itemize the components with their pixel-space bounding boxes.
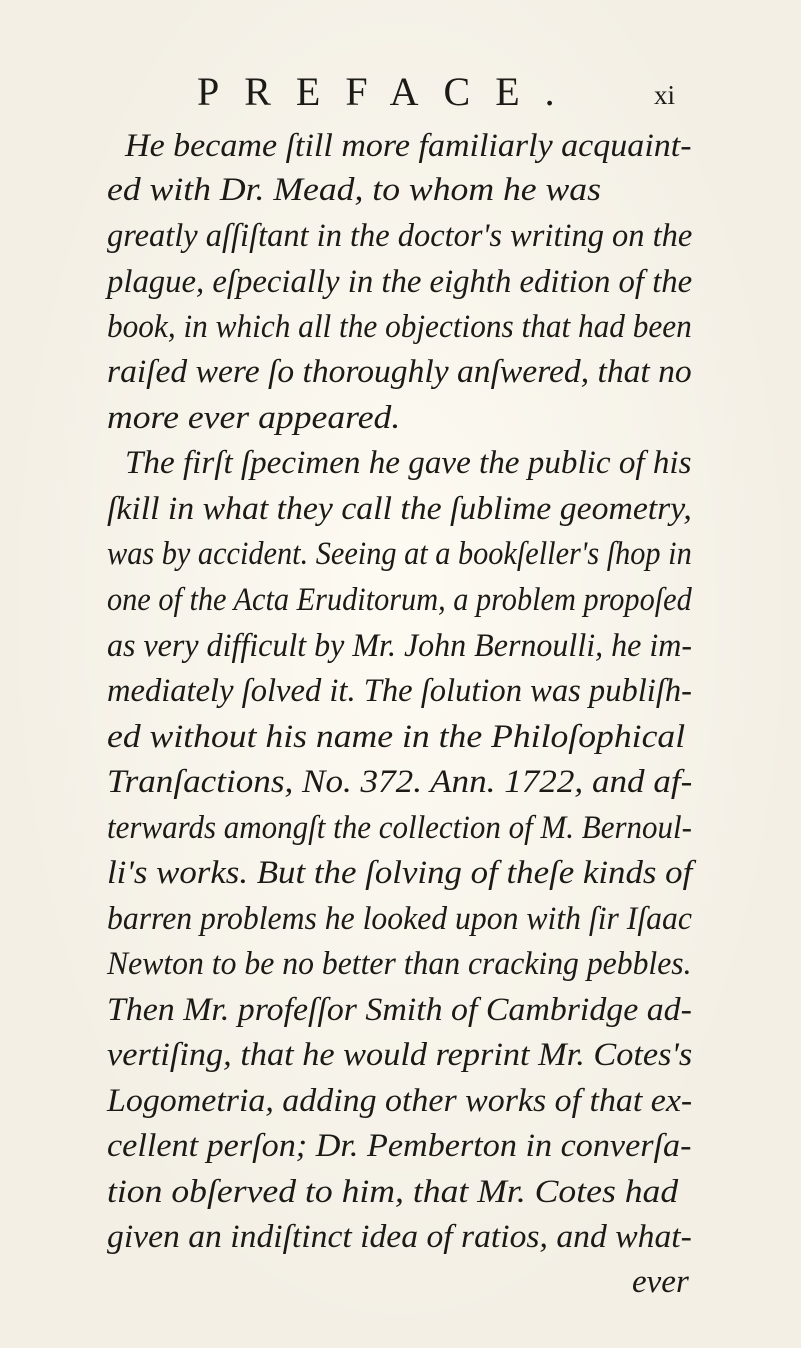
- text-line: given an indiſtinct idea of ratios, and what-: [107, 1219, 692, 1255]
- text-line: The firſt ſpecimen he gave the public of his: [125, 445, 692, 481]
- text-line: book, in which all the objections that had been: [107, 309, 692, 345]
- text-line: raiſed were ſo thoroughly anſwered, that no: [107, 354, 692, 390]
- text-line: cellent perſon; Dr. Pemberton in converſa-: [107, 1128, 692, 1164]
- text-line: barren problems he looked upon with ſir Iſaac: [107, 901, 692, 937]
- text-line: mediately ſolved it. The ſolution was publiſh-: [107, 673, 693, 709]
- text-line: more ever appeared.: [107, 400, 401, 436]
- text-line: He became ſtill more familiarly acquaint-: [125, 128, 692, 164]
- running-head: [0, 68, 801, 118]
- text-line: was by accident. Seeing at a bookſeller's ſhop in: [107, 536, 692, 572]
- text-line: plague, eſpecially in the eighth edition of the: [107, 264, 693, 300]
- text-line: ſkill in what they call the ſublime geometry,: [107, 491, 692, 527]
- text-line: Newton to be no better than cracking pebbles.: [107, 946, 692, 982]
- running-head-title: PREFACE.: [197, 69, 580, 114]
- text-line: ed without his name in the Philoſophical: [107, 719, 686, 755]
- text-line: Then Mr. profeſſor Smith of Cambridge ad-: [107, 992, 692, 1028]
- text-line: li's works. But the ſolving of theſe kinds of: [107, 855, 693, 891]
- text-line: one of the Acta Eruditorum, a problem propoſed: [107, 582, 692, 618]
- text-line: as very difficult by Mr. John Bernoulli, he im-: [107, 628, 693, 664]
- page-number: xi: [654, 80, 676, 110]
- text-line: vertiſing, that he would reprint Mr. Cotes's: [107, 1037, 693, 1073]
- text-line: greatly aſſiſtant in the doctor's writing on the: [107, 218, 693, 254]
- text-line: tion obſerved to him, that Mr. Cotes had: [107, 1174, 679, 1210]
- catchword: ever: [632, 1264, 689, 1300]
- text-line: ed with Dr. Mead, to whom he was: [107, 172, 602, 208]
- text-line: Logometria, adding other works of that ex-: [107, 1083, 693, 1119]
- text-line: Tranſactions, No. 372. Ann. 1722, and af-: [107, 764, 693, 800]
- text-line: terwards amongſt the collection of M. Bernoul-: [107, 810, 692, 846]
